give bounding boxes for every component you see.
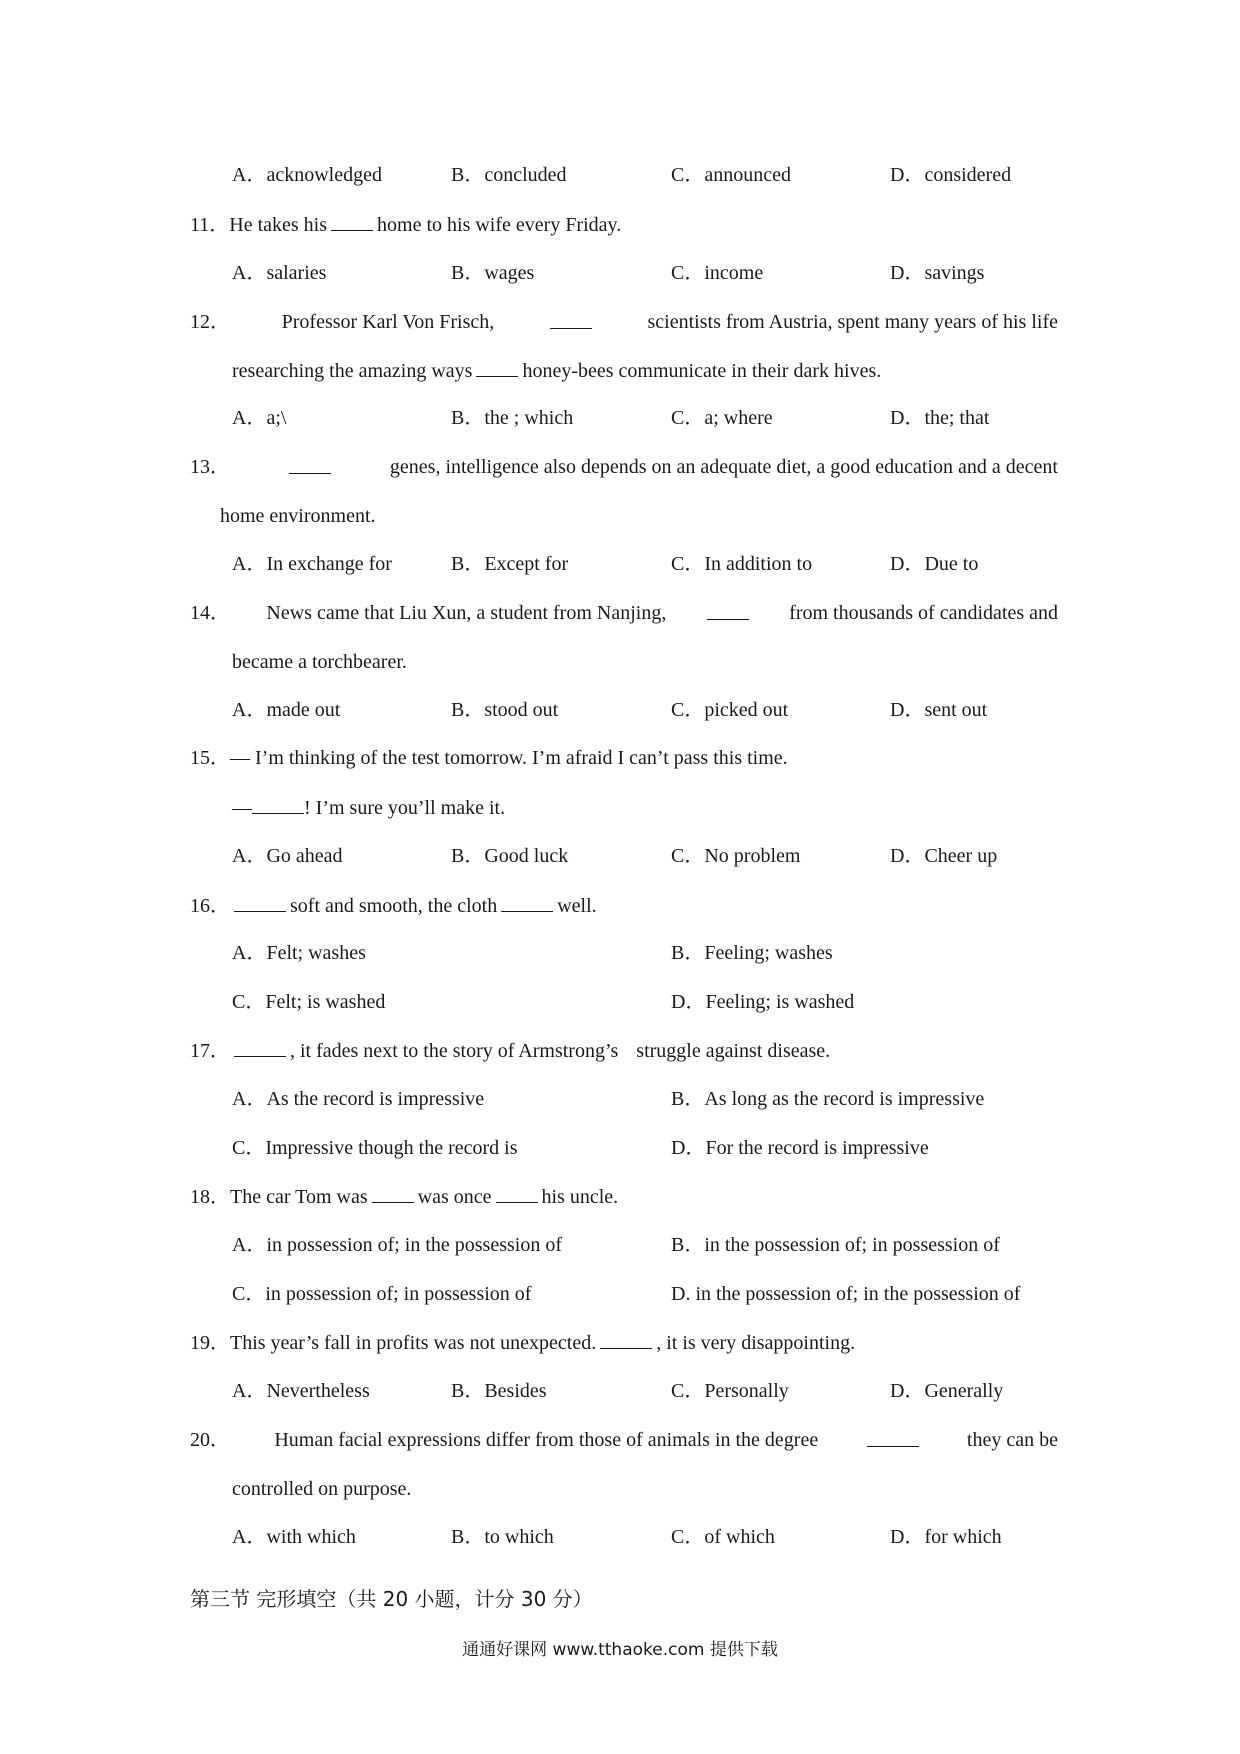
- q19-option-d: D．Generally: [890, 1380, 1004, 1402]
- question-16: [190, 893, 597, 918]
- dash: —: [232, 797, 252, 819]
- q17-option-d: D．For the record is impressive: [671, 1137, 929, 1159]
- q10-option-d: D．considered: [890, 164, 1012, 186]
- question-text: home to his wife every Friday.: [377, 214, 622, 236]
- q13-option-a: A．In exchange for: [232, 553, 392, 575]
- q16-option-b: B．Feeling; washes: [671, 942, 833, 964]
- answer-blank: [501, 893, 553, 912]
- question-text: , it is very disappointing.: [656, 1332, 856, 1354]
- q15-option-c: C．No problem: [671, 845, 801, 867]
- q13-option-c: C．In addition to: [671, 553, 813, 575]
- question-number: 16．: [190, 895, 230, 917]
- question-12-line-1: [190, 310, 1058, 334]
- answer-blank: [476, 358, 518, 377]
- answer-blank: [289, 455, 331, 474]
- q14-option-c: C．picked out: [671, 699, 789, 721]
- q13-option-d: D．Due to: [890, 553, 979, 575]
- q17-option-a: A．As the record is impressive: [232, 1088, 485, 1110]
- q18-option-a: A．in possession of; in the possession of: [232, 1234, 562, 1256]
- q10-option-a: A．acknowledged: [232, 164, 382, 186]
- page-footer: 通通好课网 www.tthaoke.com 提供下载: [462, 1640, 778, 1660]
- question-13-line-2: home environment.: [220, 505, 376, 527]
- q17-option-b: B．As long as the record is impressive: [671, 1088, 985, 1110]
- question-14-line-2: became a torchbearer.: [232, 651, 407, 673]
- question-text: ! I’m sure you’ll make it.: [304, 797, 506, 819]
- question-number: 14．: [190, 602, 230, 624]
- question-number: 20．: [190, 1429, 230, 1451]
- q19-option-a: A．Nevertheless: [232, 1380, 370, 1402]
- question-number: 15．: [190, 747, 230, 769]
- q20-option-b: B．to which: [451, 1526, 554, 1548]
- question-15-line-2: [232, 795, 505, 820]
- question-text: Human facial expressions differ from those of animals in the degree: [274, 1429, 819, 1451]
- question-12-line-2: [232, 358, 881, 383]
- q10-option-c: C．announced: [671, 164, 791, 186]
- question-text: well.: [557, 895, 597, 917]
- q11-option-c: C．income: [671, 262, 764, 284]
- q16-option-c: C．Felt; is washed: [232, 991, 386, 1013]
- q15-option-d: D．Cheer up: [890, 845, 998, 867]
- q12-option-c: C．a; where: [671, 407, 773, 429]
- answer-blank: [867, 1428, 919, 1447]
- question-11: [190, 212, 621, 237]
- q11-option-a: A．salaries: [232, 262, 327, 284]
- q11-option-d: D．savings: [890, 262, 985, 284]
- question-18: [190, 1184, 618, 1209]
- answer-blank: [252, 795, 304, 814]
- q19-option-b: B．Besides: [451, 1380, 547, 1402]
- q20-option-a: A．with which: [232, 1526, 356, 1548]
- q12-option-a: A．a;\: [232, 407, 287, 429]
- question-text: they can be: [966, 1429, 1058, 1451]
- answer-blank: [234, 893, 286, 912]
- answer-blank: [234, 1038, 286, 1057]
- q20-option-d: D．for which: [890, 1526, 1002, 1548]
- answer-blank: [600, 1330, 652, 1349]
- question-text: struggle against disease.: [636, 1040, 831, 1062]
- question-text: genes, intelligence also depends on an adequate diet, a good education and a decent: [389, 456, 1058, 478]
- question-text: The car Tom was: [230, 1186, 368, 1208]
- question-number: 17．: [190, 1040, 230, 1062]
- question-20-line-1: [190, 1428, 1058, 1452]
- question-number: 18．: [190, 1186, 230, 1208]
- question-13-line-1: [190, 455, 1058, 479]
- question-text: — I’m thinking of the test tomorrow. I’m afraid I can’t pass this time.: [230, 747, 788, 769]
- question-14-line-1: [190, 601, 1058, 625]
- q17-option-c: C．Impressive though the record is: [232, 1137, 518, 1159]
- section-heading: 第三节 完形填空（共 20 小题，计分 30 分）: [190, 1587, 593, 1611]
- question-text: his uncle.: [541, 1186, 619, 1208]
- q10-option-b: B．concluded: [451, 164, 567, 186]
- q11-option-b: B．wages: [451, 262, 535, 284]
- question-19: [190, 1330, 855, 1355]
- question-text: News came that Liu Xun, a student from Nanjing,: [266, 602, 667, 624]
- q16-option-d: D．Feeling; is washed: [671, 991, 855, 1013]
- answer-blank: [707, 601, 749, 620]
- answer-blank: [331, 212, 373, 231]
- q12-option-b: B．the ; which: [451, 407, 574, 429]
- q12-option-d: D．the; that: [890, 407, 990, 429]
- question-15-line-1: [190, 746, 788, 770]
- answer-blank: [496, 1184, 538, 1203]
- q16-option-a: A．Felt; washes: [232, 942, 366, 964]
- question-text: from thousands of candidates and: [789, 602, 1058, 624]
- question-20-line-2: controlled on purpose.: [232, 1478, 412, 1500]
- q18-option-b: B．in the possession of; in possession of: [671, 1234, 1000, 1256]
- question-text: was once: [417, 1186, 492, 1208]
- question-text: He takes his: [229, 214, 328, 236]
- q14-option-a: A．made out: [232, 699, 341, 721]
- question-text: honey-bees communicate in their dark hives.: [522, 360, 882, 382]
- question-number: 11．: [190, 214, 230, 236]
- question-number: 13．: [190, 456, 230, 478]
- answer-blank: [550, 310, 592, 329]
- q15-option-a: A．Go ahead: [232, 845, 343, 867]
- question-text: scientists from Austria, spent many years of his life: [647, 311, 1058, 333]
- q20-option-c: C．of which: [671, 1526, 775, 1548]
- question-text: Professor Karl Von Frisch,: [281, 311, 495, 333]
- answer-blank: [372, 1184, 414, 1203]
- question-text: , it fades next to the story of Armstrong’s: [290, 1040, 619, 1062]
- q15-option-b: B．Good luck: [451, 845, 569, 867]
- q18-option-c: C．in possession of; in possession of: [232, 1283, 532, 1305]
- question-text: This year’s fall in profits was not unexpected.: [230, 1332, 597, 1354]
- question-number: 12．: [190, 311, 230, 333]
- q18-option-d: D. in the possession of; in the possession of: [671, 1283, 1021, 1305]
- q14-option-d: D．sent out: [890, 699, 988, 721]
- q14-option-b: B．stood out: [451, 699, 559, 721]
- question-number: 19．: [190, 1332, 230, 1354]
- question-text: soft and smooth, the cloth: [290, 895, 498, 917]
- q19-option-c: C．Personally: [671, 1380, 789, 1402]
- question-17: [190, 1038, 830, 1063]
- q13-option-b: B．Except for: [451, 553, 569, 575]
- question-text: researching the amazing ways: [232, 360, 473, 382]
